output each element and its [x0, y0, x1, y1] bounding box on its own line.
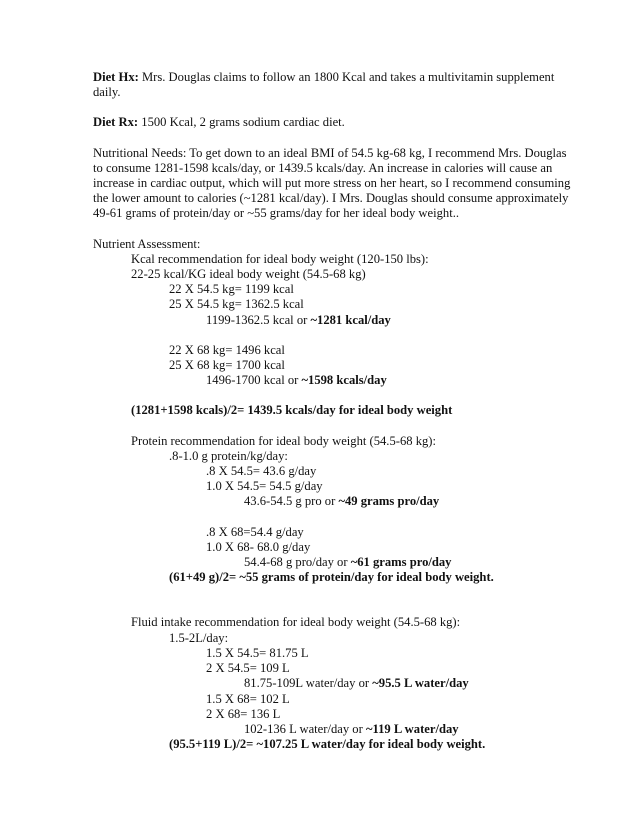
- fluid-rate: 1.5-2L/day:: [169, 630, 229, 645]
- fluid-title: Fluid intake recommendation for ideal body weight (54.5-68 kg):: [131, 615, 461, 630]
- protein-range-2: [93, 555, 578, 570]
- protein-calc-2a: .8 X 68=54.4 g/day: [206, 524, 304, 539]
- kcal-title: Kcal recommendation for ideal body weight (120-150 lbs):: [131, 251, 429, 266]
- kcal-calc-2a: 22 X 68 kg= 1496 kcal: [169, 342, 285, 357]
- kcal-summary-text: (1281+1598 kcals)/2= 1439.5 kcals/day for ideal body weight: [131, 403, 453, 418]
- diet-rx-label: Diet Rx:: [93, 115, 139, 130]
- fluid-range-1: [93, 676, 578, 691]
- kcal-calc-1a: 22 X 54.5 kg= 1199 kcal: [169, 282, 294, 297]
- diet-rx-paragraph: [93, 115, 578, 130]
- diet-hx-label: Diet Hx:: [93, 70, 139, 84]
- protein-calc-2b: 1.0 X 68- 68.0 g/day: [206, 539, 311, 554]
- protein-range-1-text: 43.6-54.5 g pro or: [244, 494, 339, 509]
- kcal-range-1: [93, 313, 578, 328]
- kcal-range-2-text: 1496-1700 kcal or: [206, 373, 302, 388]
- protein-range-1: [93, 494, 578, 509]
- nutritional-needs-paragraph: Nutritional Needs: To get down to an ideal BMI of 54.5 kg-68 kg, I recommend Mrs. Douglas to consume 1281-1598 kcals/day, or 1439.5 kcals/day. An increase in calories will cause an increase in cardiac output, which will put more stress on her heart, so I recommend consuming the lower amount to calories (~1281 kcal/day). I Mrs. Douglas should consume approximately 49-61 grams of protein/day or ~55 grams/day for her ideal body weight..: [93, 145, 571, 221]
- protein-calc-1a: .8 X 54.5= 43.6 g/day: [206, 464, 317, 479]
- protein-range-1-result: ~49 grams pro/day: [338, 494, 440, 509]
- fluid-range-2: [93, 722, 578, 737]
- protein-summary: [93, 570, 578, 585]
- fluid-range-1-text: 81.75-109L water/day or: [244, 676, 373, 691]
- diet-hx-text: Mrs. Douglas claims to follow an 1800 Kcal and takes a multivitamin supplement daily.: [93, 70, 555, 100]
- nutrient-assessment-heading: Nutrient Assessment:: [93, 236, 201, 251]
- diet-hx-paragraph: [93, 70, 578, 100]
- kcal-summary: [93, 403, 578, 418]
- protein-title: Protein recommendation for ideal body weight (54.5-68 kg):: [131, 433, 436, 448]
- protein-range-2-result: ~61 grams pro/day: [350, 555, 452, 570]
- protein-summary-text: (61+49 g)/2= ~55 grams of protein/day for ideal body weight.: [169, 570, 494, 585]
- kcal-rate: 22-25 kcal/KG ideal body weight (54.5-68 kg): [131, 267, 366, 282]
- fluid-calc-1b: 2 X 54.5= 109 L: [206, 661, 290, 676]
- fluid-calc-2a: 1.5 X 68= 102 L: [206, 691, 290, 706]
- fluid-range-2-result: ~119 L water/day: [365, 721, 459, 736]
- fluid-summary-text: (95.5+119 L)/2= ~107.25 L water/day for ideal body weight.: [169, 737, 486, 752]
- protein-rate: .8-1.0 g protein/kg/day:: [169, 448, 288, 463]
- kcal-range-1-text: 1199-1362.5 kcal or: [206, 312, 311, 327]
- fluid-range-1-result: ~95.5 L water/day: [372, 676, 469, 691]
- diet-rx-text: 1500 Kcal, 2 grams sodium cardiac diet.: [138, 115, 345, 130]
- kcal-range-2: [93, 373, 578, 388]
- kcal-calc-2b: 25 X 68 kg= 1700 kcal: [169, 358, 285, 373]
- fluid-calc-1a: 1.5 X 54.5= 81.75 L: [206, 645, 309, 660]
- kcal-range-2-result: ~1598 kcals/day: [301, 373, 387, 388]
- kcal-calc-1b: 25 X 54.5 kg= 1362.5 kcal: [169, 297, 304, 312]
- fluid-range-2-text: 102-136 L water/day or: [244, 721, 366, 736]
- protein-calc-1b: 1.0 X 54.5= 54.5 g/day: [206, 479, 323, 494]
- kcal-range-1-result: ~1281 kcal/day: [310, 312, 391, 327]
- protein-range-2-text: 54.4-68 g pro/day or: [244, 555, 351, 570]
- fluid-summary: [93, 737, 578, 752]
- fluid-calc-2b: 2 X 68= 136 L: [206, 706, 281, 721]
